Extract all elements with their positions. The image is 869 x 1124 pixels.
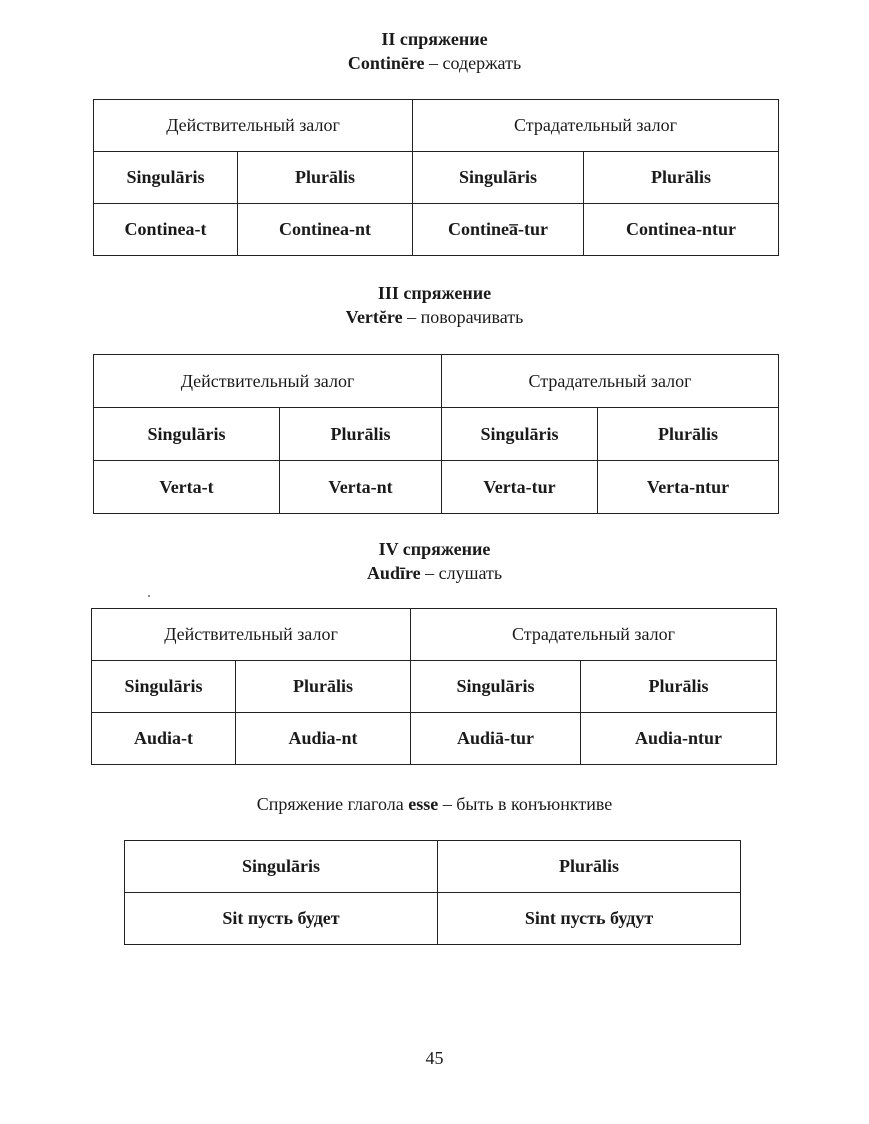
active-voice-header: Действительный залог	[94, 355, 442, 408]
plural-label: Plurālis	[581, 661, 777, 713]
verb-form: Verta-t	[94, 461, 280, 514]
section1-heading	[0, 27, 869, 75]
plural-label: Plurālis	[584, 152, 779, 204]
singular-label: Singulāris	[413, 152, 584, 204]
section3-conjugation-title: IV спряжение	[378, 539, 491, 559]
page-number: 45	[425, 1048, 444, 1068]
section3-verb: Audīre	[366, 563, 421, 583]
section4-heading	[0, 792, 869, 816]
verb-form: Sit пусть будет	[125, 893, 438, 945]
active-voice-header: Действительный залог	[92, 609, 411, 661]
section4-title-suffix: – быть в конъюнктиве	[438, 794, 613, 814]
speck-mark	[148, 595, 150, 597]
passive-voice-header: Страдательный залог	[442, 355, 779, 408]
verb-form: Continea-t	[94, 204, 238, 256]
verb-form: Continea-ntur	[584, 204, 779, 256]
section1-verb: Continēre	[347, 53, 425, 73]
section3-heading	[0, 537, 869, 585]
section1-translation: – содержать	[424, 53, 522, 73]
verb-form: Verta-tur	[442, 461, 598, 514]
verb-form: Sint пусть будут	[438, 893, 741, 945]
verb-form: Continea̅-tur	[413, 204, 584, 256]
plural-label: Plurālis	[438, 841, 741, 893]
plural-label: Plurālis	[598, 408, 779, 461]
section4-table	[124, 840, 741, 945]
verb-form: Audia-nt	[236, 713, 411, 765]
verb-form: Audia-ntur	[581, 713, 777, 765]
section2-verb: Vertĕre	[345, 307, 403, 327]
singular-label: Singulāris	[442, 408, 598, 461]
section1-table	[93, 99, 779, 256]
plural-label: Plurālis	[280, 408, 442, 461]
active-voice-header: Действительный залог	[94, 100, 413, 152]
verb-form: Verta-nt	[280, 461, 442, 514]
passive-voice-header: Страдательный залог	[413, 100, 779, 152]
section4-title-prefix: Спряжение глагола	[256, 794, 409, 814]
section2-translation: – поворачивать	[402, 307, 524, 327]
verb-form: Verta-ntur	[598, 461, 779, 514]
section1-conjugation-title: II спряжение	[381, 29, 488, 49]
verb-form: Continea-nt	[238, 204, 413, 256]
singular-label: Singulāris	[411, 661, 581, 713]
singular-label: Singulāris	[94, 408, 280, 461]
verb-form: Audiā-tur	[411, 713, 581, 765]
section3-translation: – слушать	[420, 563, 503, 583]
singular-label: Singulāris	[94, 152, 238, 204]
plural-label: Plurālis	[236, 661, 411, 713]
plural-label: Plurālis	[238, 152, 413, 204]
passive-voice-header: Страдательный залог	[411, 609, 777, 661]
singular-label: Singulāris	[125, 841, 438, 893]
section2-heading	[0, 281, 869, 329]
section4-verb: esse	[408, 794, 439, 814]
section2-conjugation-title: III спряжение	[377, 283, 492, 303]
verb-form: Audia-t	[92, 713, 236, 765]
section2-table	[93, 354, 779, 514]
section3-table	[91, 608, 777, 765]
singular-label: Singulāris	[92, 661, 236, 713]
